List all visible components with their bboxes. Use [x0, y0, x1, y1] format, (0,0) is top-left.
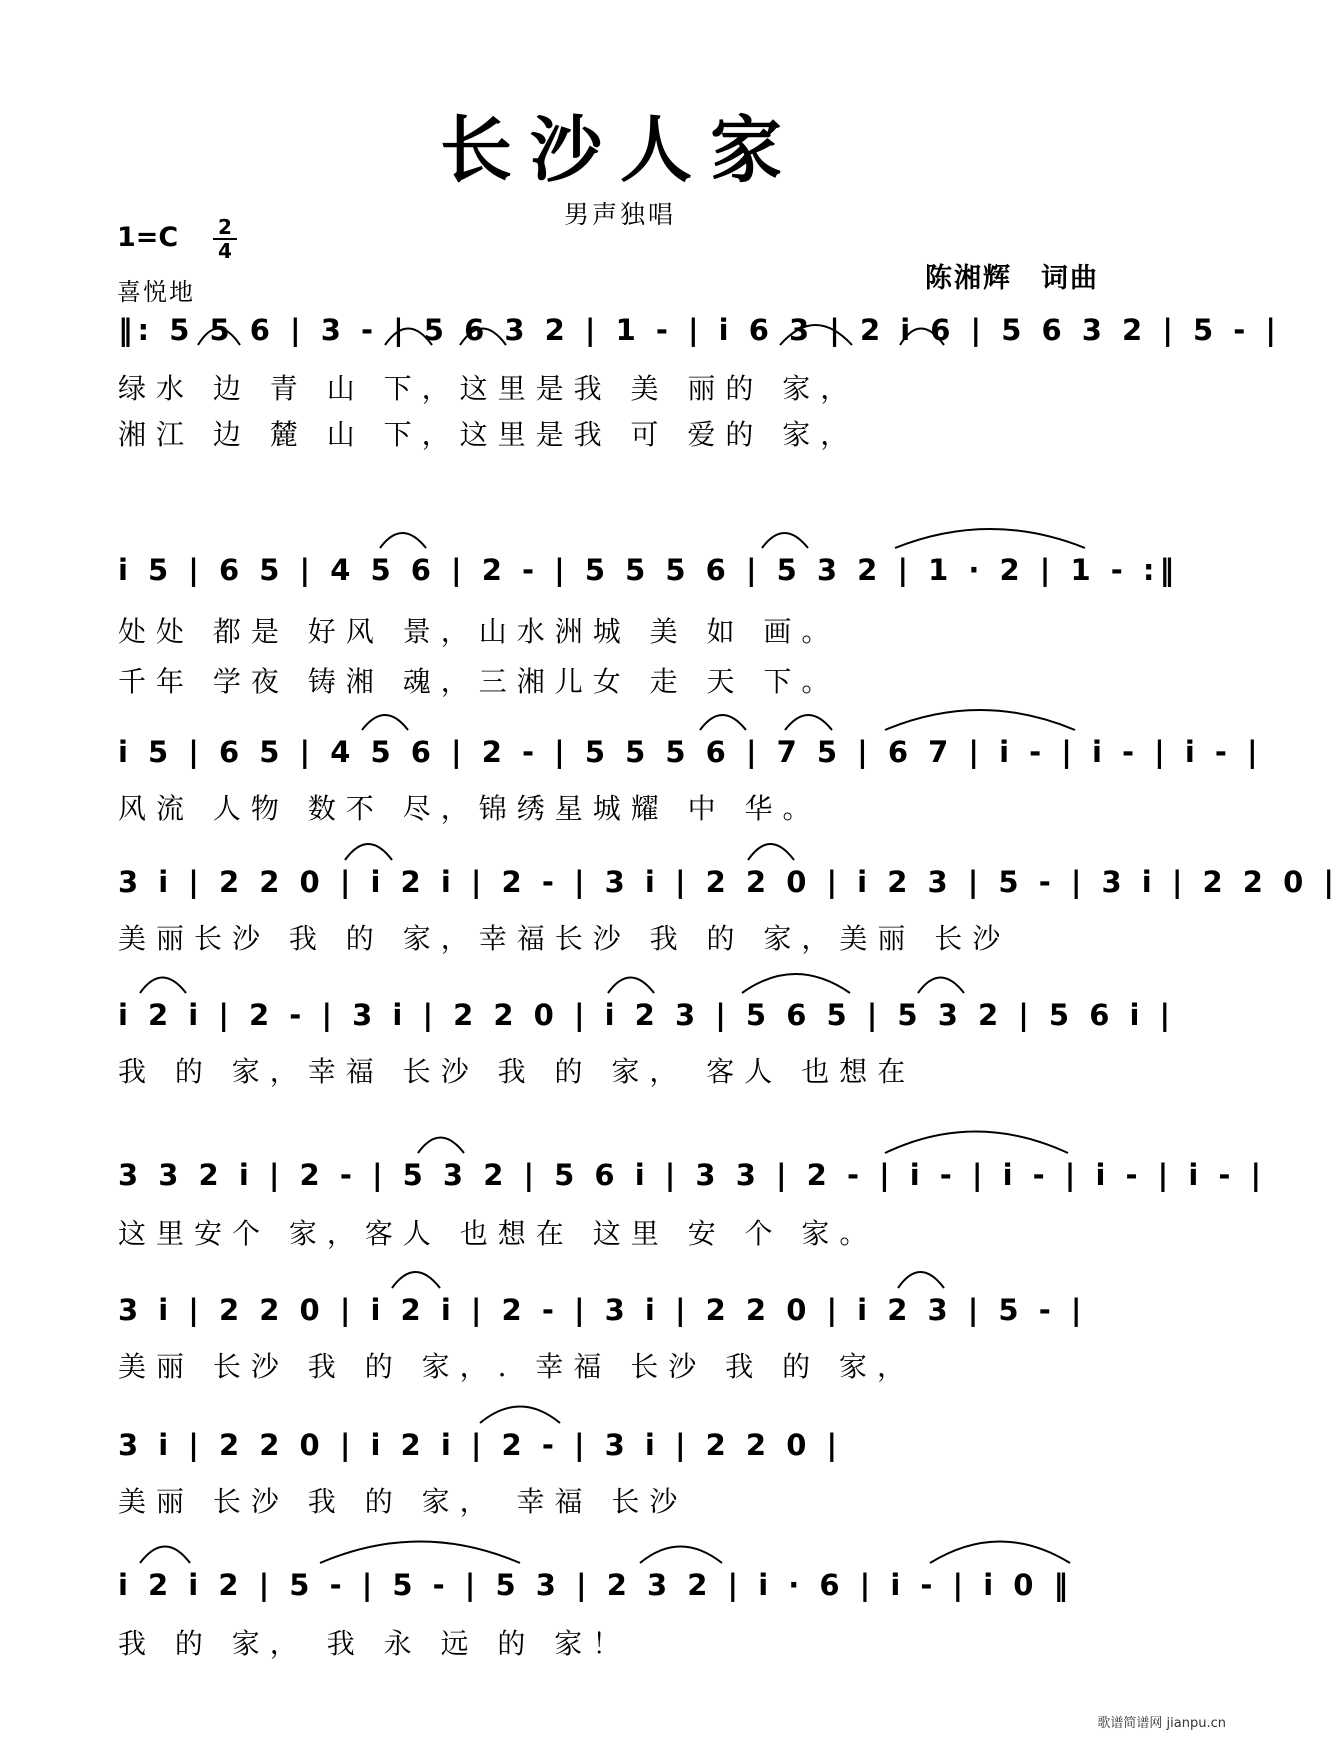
notation-line: 3 i | 2 2 0 | i 2 i | 2 - | 3 i | 2 2 0 | i 2 3 | 5 - | 3 i | 2 2 0 |: [118, 865, 1339, 899]
lyric-verse-1: 风流 人物 数不 尽，锦绣星城耀 中 华。: [118, 792, 821, 825]
notation-line: 3 i | 2 2 0 | i 2 i | 2 - | 3 i | 2 2 0 | i 2 3 | 5 - |: [118, 1293, 1087, 1327]
lyric-verse-1: 这里安个 家，客人 也想在 这里 安 个 家。: [118, 1217, 878, 1250]
notation-line: i 2 i 2 | 5 - | 5 - | 5 3 | 2 3 2 | i · 6 | i - | i 0 ‖: [118, 1568, 1074, 1602]
page-title: 长沙人家: [439, 107, 800, 192]
author-credit: 陈湘辉 词曲: [925, 263, 1099, 294]
notation-line: i 5 | 6 5 | 4 5 6 | 2 - | 5 5 5 6 | 5 3 2 | 1 · 2 | 1 - :‖: [118, 553, 1179, 587]
lyric-verse-1: 我 的 家，幸福 长沙 我 的 家， 客人 也想在: [118, 1055, 916, 1088]
notation-line: 3 3 2 i | 2 - | 5 3 2 | 5 6 i | 3 3 | 2 - | i - | i - | i - | i - |: [118, 1158, 1267, 1192]
notation-line: i 2 i | 2 - | 3 i | 2 2 0 | i 2 3 | 5 6 5 | 5 3 2 | 5 6 i |: [118, 998, 1176, 1032]
lyric-verse-1: 美丽 长沙 我 的 家， 幸福 长沙: [118, 1485, 688, 1518]
notation-line: i 5 | 6 5 | 4 5 6 | 2 - | 5 5 5 6 | 7 5 | 6 7 | i - | i - | i - |: [118, 735, 1263, 769]
notation-line: 3 i | 2 2 0 | i 2 i | 2 - | 3 i | 2 2 0 |: [118, 1428, 843, 1462]
key-signature: 1=C: [117, 222, 179, 253]
lyric-verse-1: 绿水 边 青 山 下，这里是我 美 丽的 家，: [118, 372, 859, 405]
lyric-verse-2: 千年 学夜 铸湘 魂，三湘儿女 走 天 下。: [118, 665, 840, 698]
lyric-verse-1: 美丽 长沙 我 的 家，. 幸福 长沙 我 的 家，: [118, 1350, 916, 1383]
tempo-marking: 喜悦地: [117, 278, 195, 306]
lyric-verse-2: 湘江 边 麓 山 下，这里是我 可 爱的 家，: [118, 418, 859, 451]
notation-line: ‖: 5 5 6 | 3 - | 5 6 3 2 | 1 - | i 6 3 | 2 i 6 | 5 6 3 2 | 5 - |: [118, 313, 1282, 347]
lyric-verse-1: 处处 都是 好风 景，山水洲城 美 如 画。: [118, 615, 840, 648]
lyric-verse-1: 我 的 家， 我 永 远 的 家！: [118, 1627, 631, 1660]
time-signature: [213, 216, 237, 262]
subtitle: 男声独唱: [563, 200, 676, 229]
time-signature-bottom: 4: [213, 238, 237, 262]
watermark: 歌谱简谱网 jianpu.cn: [1097, 1716, 1226, 1731]
lyric-verse-1: 美丽长沙 我 的 家，幸福长沙 我 的 家，美丽 长沙: [118, 922, 1011, 955]
time-signature-top: 2: [218, 215, 232, 239]
